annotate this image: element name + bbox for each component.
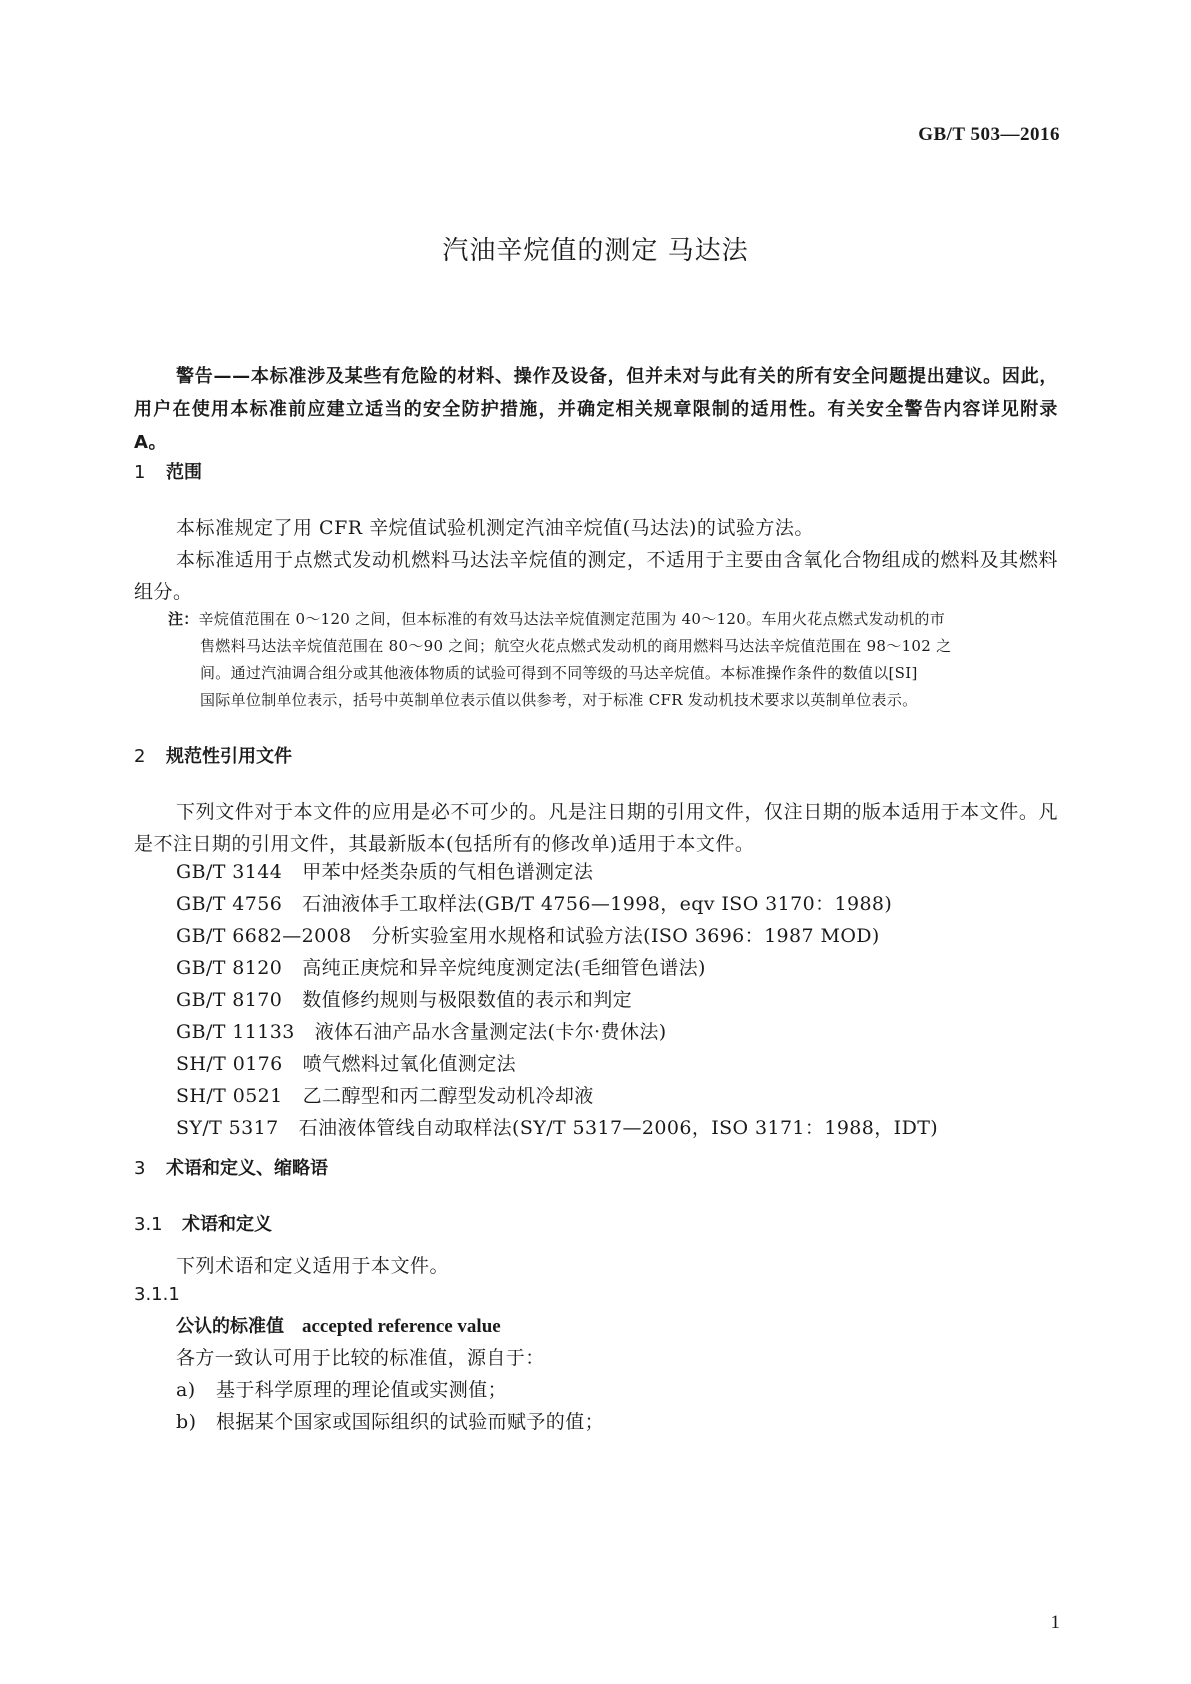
section-title: 规范性引用文件 (166, 746, 292, 767)
note-label: 注： (168, 610, 199, 628)
reference-item (134, 856, 1058, 888)
document-title: 汽油辛烷值的测定 马达法 (442, 236, 749, 266)
scope-paragraph-2: 本标准适用于点燃式发动机燃料马达法辛烷值的测定，不适用于主要由含氧化合物组成的燃料及其燃料组分。 (134, 549, 1058, 603)
reference-item (134, 1080, 1058, 1112)
section-number: 2 (134, 746, 146, 767)
list-marker: b) (176, 1411, 197, 1433)
section-number: 1 (134, 462, 146, 483)
reference-item (134, 1048, 1058, 1080)
section-number: 3 (134, 1158, 146, 1179)
reference-title: 高纯正庚烷和异辛烷纯度测定法(毛细管色谱法) (302, 957, 706, 979)
subsection-number: 3.1 (134, 1214, 163, 1235)
page-number: 1 (1050, 1612, 1060, 1633)
section-2-heading (134, 742, 1058, 768)
reference-title: 乙二醇型和丙二醇型发动机冷却液 (302, 1085, 594, 1107)
reference-code: GB/T 4756 (176, 893, 283, 915)
definition-list-item (134, 1406, 1100, 1438)
list-marker: a) (176, 1379, 196, 1401)
note-line: 间。通过汽油调合组分或其他液体物质的试验可得到不同等级的马达辛烷值。本标准操作条件的数值以[SI] (200, 664, 918, 682)
section-title: 范围 (166, 462, 202, 483)
reference-code: SH/T 0521 (176, 1085, 283, 1107)
scope-note (168, 606, 1058, 714)
term-chinese: 公认的标准值 (176, 1316, 284, 1337)
reference-item (134, 920, 1058, 952)
definition-list-item (134, 1374, 1100, 1406)
subsection-title: 术语和定义 (182, 1214, 272, 1235)
reference-title: 喷气燃料过氧化值测定法 (302, 1053, 517, 1075)
reference-item (134, 984, 1058, 1016)
note-line: 辛烷值范围在 0～120 之间，但本标准的有效马达法辛烷值测定范围为 40～120。车用火花点燃式发动机的市 (198, 610, 946, 628)
reference-code: GB/T 11133 (176, 1021, 295, 1043)
section-1-heading (134, 458, 1058, 484)
term-heading (134, 1312, 1100, 1338)
term-english: accepted reference value (302, 1316, 501, 1337)
section-3-heading (134, 1154, 1058, 1180)
list-text: 根据某个国家或国际组织的试验而赋予的值； (216, 1411, 605, 1433)
scope-paragraph-1: 本标准规定了用 CFR 辛烷值试验机测定汽油辛烷值(马达法)的试验方法。 (176, 517, 814, 539)
reference-code: SY/T 5317 (176, 1117, 279, 1139)
term-number: 3.1.1 (134, 1284, 180, 1305)
reference-item (134, 1016, 1058, 1048)
safety-warning: 警告——本标准涉及某些有危险的材料、操作及设备，但并未对与此有关的所有安全问题提出建议。因此，用户在使用本标准前应建立适当的安全防护措施，并确定相关规章限制的适用性。有关安全警告内容详见附录 A。 (134, 366, 1058, 453)
term-definition: 各方一致认可用于比较的标准值，源自于： (176, 1347, 545, 1369)
standard-number: GB/T 503—2016 (918, 124, 1060, 145)
reference-code: GB/T 3144 (176, 861, 283, 883)
reference-code: GB/T 6682—2008 (176, 925, 352, 947)
reference-item (134, 952, 1058, 984)
list-text: 基于科学原理的理论值或实测值； (216, 1379, 508, 1401)
reference-code: GB/T 8120 (176, 957, 283, 979)
reference-item (134, 888, 1058, 920)
reference-title: 液体石油产品水含量测定法(卡尔·费休法) (314, 1021, 667, 1043)
terms-intro: 下列术语和定义适用于本文件。 (176, 1255, 450, 1277)
reference-code: SH/T 0176 (176, 1053, 283, 1075)
reference-title: 甲苯中烃类杂质的气相色谱测定法 (302, 861, 594, 883)
reference-title: 分析实验室用水规格和试验方法(ISO 3696：1987 MOD) (371, 925, 880, 947)
normative-intro: 下列文件对于本文件的应用是必不可少的。凡是注日期的引用文件，仅注日期的版本适用于本文件。凡是不注日期的引用文件，其最新版本(包括所有的修改单)适用于本文件。 (134, 801, 1058, 855)
reference-item (134, 1112, 1058, 1144)
reference-title: 数值修约规则与极限数值的表示和判定 (302, 989, 633, 1011)
section-3-1-heading (134, 1210, 1058, 1236)
section-title: 术语和定义、缩略语 (166, 1158, 328, 1179)
note-line: 售燃料马达法辛烷值范围在 80～90 之间；航空火花点燃式发动机的商用燃料马达法辛烷值范围在 98～102 之 (200, 637, 952, 655)
reference-code: GB/T 8170 (176, 989, 283, 1011)
reference-list (134, 856, 1058, 1144)
reference-title: 石油液体手工取样法(GB/T 4756—1998，eqv ISO 3170：1988) (302, 893, 893, 915)
note-line: 国际单位制单位表示，括号中英制单位表示值以供参考，对于标准 CFR 发动机技术要求以英制单位表示。 (200, 691, 918, 709)
reference-title: 石油液体管线自动取样法(SY/T 5317—2006，ISO 3171：1988，IDT) (298, 1117, 939, 1139)
